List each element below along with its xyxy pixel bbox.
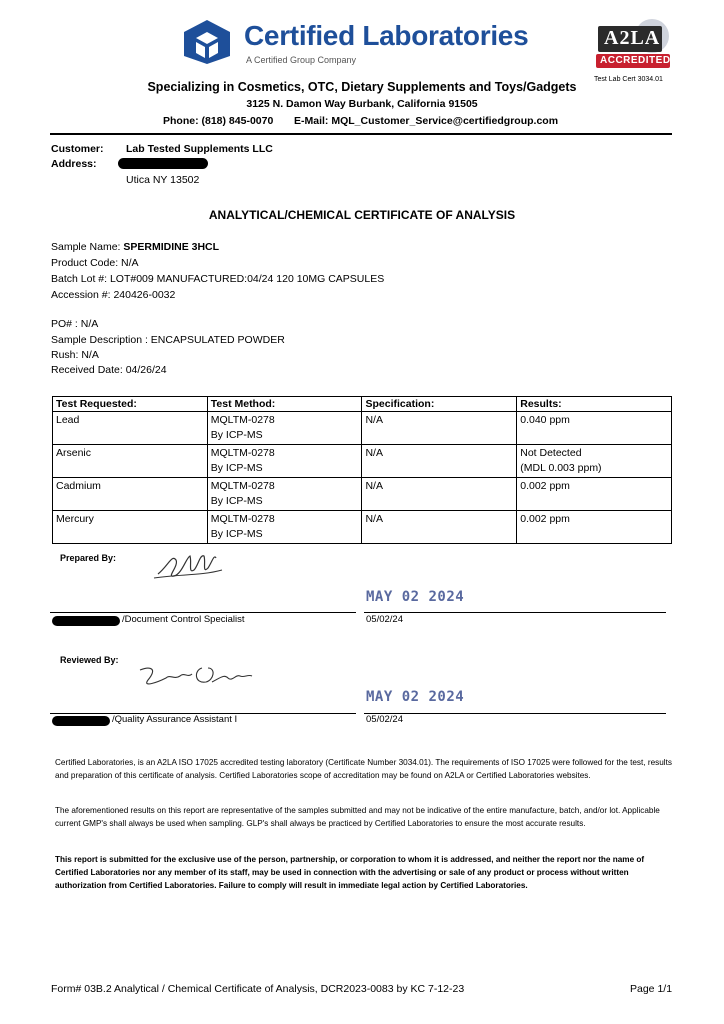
address-city: Utica NY 13502 [126, 174, 200, 186]
lab-phone: Phone: (818) 845-0070 [163, 115, 274, 127]
page-number: Page 1/1 [630, 983, 673, 995]
result-value: Not Detected [520, 447, 582, 459]
po-number: PO# : N/A [51, 318, 99, 330]
specification: N/A [362, 478, 517, 511]
header-test: Test Requested: [53, 397, 208, 412]
sample-description: Sample Description : ENCAPSULATED POWDER [51, 334, 285, 346]
customer-label: Customer: [51, 143, 104, 155]
a2la-badge [594, 16, 672, 72]
result-value: 0.002 ppm [520, 513, 570, 525]
header-results: Results: [517, 397, 672, 412]
table-row [53, 445, 672, 478]
sample-name-label: Sample Name: [51, 241, 124, 253]
prepared-role: /Document Control Specialist [122, 614, 245, 625]
result [517, 412, 672, 445]
method-technique: By ICP-MS [210, 429, 263, 441]
table-header-row [53, 397, 672, 412]
redacted-preparer-name [52, 616, 120, 626]
usage-restriction-note: This report is submitted for the exclusive use of the person, partnership, or corporation to whom it is addressed, and neither the report nor the name of Certified Laboratories nor any member of its staff, may be used in connection with the advertising or sale of any product or process without written authorization from Certified Laboratories. Failure to comply will result in immediate legal action by Certified Laboratories. [55, 855, 645, 890]
result [517, 478, 672, 511]
method-technique: By ICP-MS [210, 528, 263, 540]
result-mdl: (MDL 0.003 ppm) [520, 462, 602, 474]
table-row [53, 478, 672, 511]
prepared-date-line [364, 612, 666, 613]
sample-name [51, 241, 219, 253]
reviewed-by-label: Reviewed By: [60, 655, 119, 665]
method-technique: By ICP-MS [210, 495, 263, 507]
rush: Rush: N/A [51, 349, 99, 361]
company-logo-icon [178, 18, 236, 66]
method-code: MQLTM-0278 [210, 480, 275, 492]
test-method [207, 412, 362, 445]
representative-note: The aforementioned results on this report are representative of the samples submitted and may not be indicative of the entire manufacture, batch, and/or lot. Applicable current GMP's shall always be used when sampling. GLP's shall always be practiced by Certified Laboratories to ensure the most accurate results. [55, 806, 660, 828]
result [517, 445, 672, 478]
accreditation-note: Certified Laboratories, is an A2LA ISO 17025 accredited testing laboratory (Certificate Number 3034.01). The requirements of ISO 17025 were followed for the test, results and preparation of this certificate of analysis. Certified Laboratories scope of accreditation may be found on A2LA or Certified Laboratories websites. [55, 758, 672, 780]
method-code: MQLTM-0278 [210, 513, 275, 525]
test-method [207, 478, 362, 511]
form-identifier: Form# 03B.2 Analytical / Chemical Certificate of Analysis, DCR2023-0083 by KC 7-12-23 [51, 983, 465, 995]
lab-address: 3125 N. Damon Way Burbank, California 91505 [246, 98, 478, 110]
reviewed-date-stamp: MAY 02 2024 [366, 689, 465, 705]
test-name: Cadmium [53, 478, 208, 511]
reviewed-date-line [364, 713, 666, 714]
company-tagline: A Certified Group Company [246, 55, 357, 65]
method-technique: By ICP-MS [210, 462, 263, 474]
result [517, 511, 672, 544]
table-row [53, 412, 672, 445]
test-lab-cert: Test Lab Cert 3034.01 [594, 76, 663, 83]
method-code: MQLTM-0278 [210, 447, 275, 459]
batch-lot: Batch Lot #: LOT#009 MANUFACTURED:04/24 120 10MG CAPSULES [51, 273, 385, 285]
received-date: Received Date: 04/26/24 [51, 364, 167, 376]
result-value: 0.040 ppm [520, 414, 570, 426]
sample-name-value: SPERMIDINE 3HCL [123, 241, 220, 253]
table-row [53, 511, 672, 544]
product-code: Product Code: N/A [51, 257, 139, 269]
redacted-reviewer-name [52, 716, 110, 726]
reviewed-date: 05/02/24 [366, 714, 403, 725]
header-specification: Specification: [362, 397, 517, 412]
accredited-label: ACCREDITED [600, 55, 671, 66]
reviewed-signature [136, 660, 260, 696]
prepared-date: 05/02/24 [366, 614, 403, 625]
prepared-signature-line [50, 612, 356, 613]
results-table [52, 396, 672, 544]
specification: N/A [362, 445, 517, 478]
address-label: Address: [51, 158, 97, 170]
a2la-text: A2LA [604, 27, 661, 49]
document-title: ANALYTICAL/CHEMICAL CERTIFICATE OF ANALYSIS [208, 208, 516, 222]
test-method [207, 511, 362, 544]
company-name: Certified Laboratories [244, 20, 529, 51]
prepared-signature [150, 548, 230, 584]
specialty-line: Specializing in Cosmetics, OTC, Dietary Supplements and Toys/Gadgets [147, 80, 577, 94]
prepared-date-stamp: MAY 02 2024 [366, 589, 465, 605]
redacted-street-address [118, 158, 208, 169]
lab-email: E-Mail: MQL_Customer_Service@certifiedgroup.com [294, 115, 559, 127]
accession-number: Accession #: 240426-0032 [51, 289, 176, 301]
header-divider [50, 133, 672, 135]
customer-name: Lab Tested Supplements LLC [126, 143, 273, 155]
reviewed-role: /Quality Assurance Assistant I [112, 714, 238, 725]
result-value: 0.002 ppm [520, 480, 570, 492]
header-method: Test Method: [207, 397, 362, 412]
test-name: Arsenic [53, 445, 208, 478]
specification: N/A [362, 511, 517, 544]
test-name: Lead [53, 412, 208, 445]
method-code: MQLTM-0278 [210, 414, 275, 426]
test-name: Mercury [53, 511, 208, 544]
test-method [207, 445, 362, 478]
specification: N/A [362, 412, 517, 445]
prepared-by-label: Prepared By: [60, 553, 117, 563]
